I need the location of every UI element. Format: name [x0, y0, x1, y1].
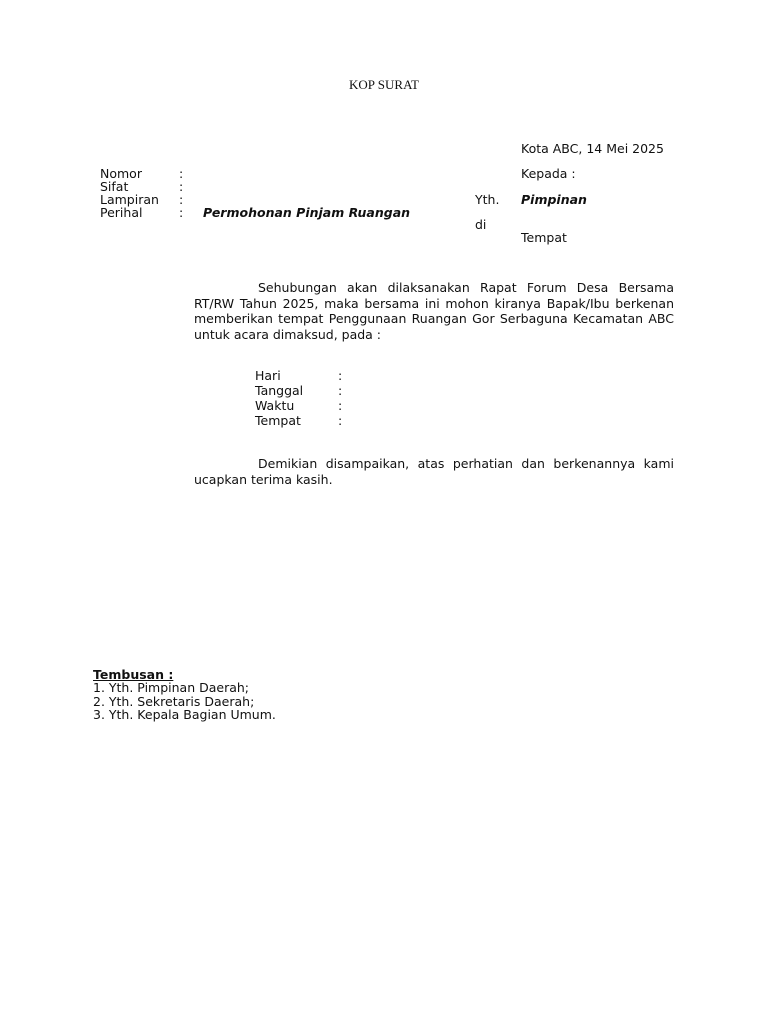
recipient-yth: Yth. — [475, 192, 500, 207]
recipient-name: Pimpinan — [521, 192, 587, 207]
detail-colon: : — [338, 383, 343, 398]
meta-colon: : — [179, 192, 184, 207]
list-item: 2. Yth. Sekretaris Daerah; — [93, 693, 255, 709]
detail-label-tanggal: Tanggal — [255, 383, 304, 398]
perihal-value: Permohonan Pinjam Ruangan — [203, 205, 411, 220]
detail-colon: : — [338, 368, 343, 383]
detail-label-waktu: Waktu — [255, 398, 295, 413]
recipient-di: di — [475, 217, 487, 232]
recipient-kepada: Kepada : — [521, 166, 576, 181]
tembusan-list — [93, 681, 276, 722]
place-date: Kota ABC, 14 Mei 2025 — [521, 141, 664, 156]
detail-colon: : — [338, 413, 343, 428]
detail-label-tempat: Tempat — [255, 413, 301, 428]
list-item: 3. Yth. Kepala Bagian Umum. — [93, 707, 276, 722]
closing-paragraph: Demikian disampaikan, atas perhatian dan berkenannya kami ucapkan terima kasih. — [194, 456, 674, 487]
meta-label-sifat: Sifat — [100, 179, 129, 194]
letterhead: KOP SURAT — [349, 77, 419, 92]
meta-colon: : — [179, 179, 184, 194]
meta-label-nomor: Nomor — [100, 166, 142, 181]
meta-colon: : — [179, 166, 184, 181]
detail-label-hari: Hari — [255, 368, 281, 383]
meta-colon: : — [179, 205, 184, 220]
opening-paragraph: Sehubungan akan dilaksanakan Rapat Forum Desa Bersama RT/RW Tahun 2025, maka bersama ini mohon kiranya Bapak/Ibu berkenan memberikan tempat Penggunaan Ruangan Gor Serbaguna Kecamatan ABC untuk acara dimaksud, pada : — [194, 280, 674, 342]
tembusan-title: Tembusan : — [93, 667, 174, 682]
meta-label-lampiran: Lampiran — [100, 192, 159, 207]
detail-colon: : — [338, 398, 343, 413]
recipient-place: Tempat — [521, 230, 567, 245]
meta-label-perihal: Perihal — [100, 205, 143, 220]
list-item: 1. Yth. Pimpinan Daerah; — [93, 680, 250, 695]
